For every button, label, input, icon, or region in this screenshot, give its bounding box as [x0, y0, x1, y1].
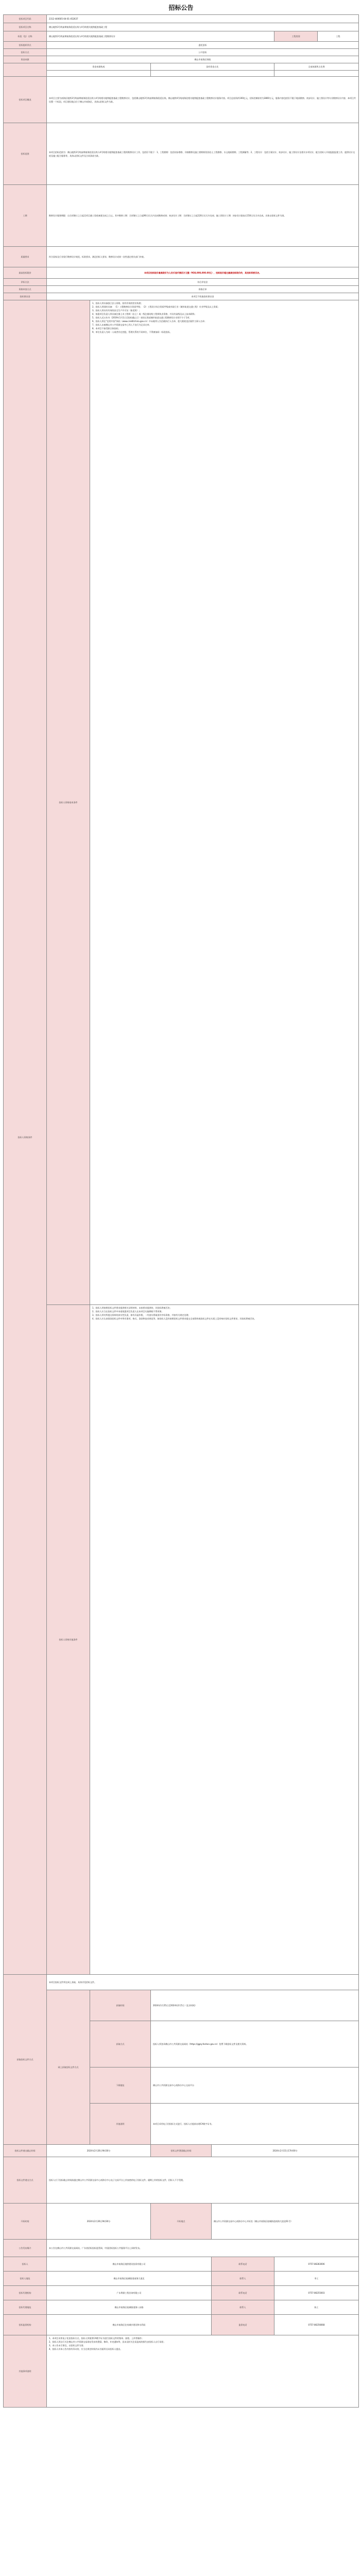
row-qual-other — [4, 1305, 359, 1975]
contact-row — [4, 2272, 359, 2286]
row-scope — [4, 123, 359, 185]
row-pre-qual — [4, 286, 359, 293]
funding-mix-col3: 全部来源所占比例 — [274, 63, 359, 71]
doc-online-label: 网上获取招标文件方式 — [47, 1990, 90, 2145]
doc-row-label-1: 获取方式 — [90, 2021, 151, 2067]
eval-method-value: 综合评估法 — [47, 279, 359, 286]
quality-label: 质量要求 — [4, 247, 47, 267]
bid-bond-value: 本项目不收取投标保证金 — [47, 293, 359, 300]
contact-phone-value: 陈工 — [274, 2300, 359, 2315]
announcement-page — [0, 1, 362, 2408]
contact-row — [4, 2300, 359, 2315]
row-qual-basic — [4, 300, 359, 1305]
clarify-value: 2024年2月15日17时00分 — [212, 2145, 359, 2157]
contact-value: 佛山市南海区桂城街道南海大道北 — [47, 2272, 212, 2286]
contact-phone-label: 监督电话 — [212, 2315, 274, 2335]
org-form-value: 委托招标 — [47, 42, 359, 49]
max-price-value: 本项目投标报价最高限价为人民币叁仟捌佰万元整（¥38,000,000.00元），投标报价超过最高投标限价的，其投标将被否决。 — [47, 267, 359, 279]
row-funding — [4, 56, 359, 63]
funding-mix-col2: 国有资金占比 — [151, 63, 274, 71]
other-label: 其他事项说明 — [4, 2335, 47, 2408]
deadline-value: 2024年2月26日9时30分 — [47, 2145, 151, 2157]
doc-notice: 本项目投标文件须在网上获取，具体详见招标文件。 — [47, 1975, 359, 1990]
contact-phone-value: 李工 — [274, 2272, 359, 2286]
qual-basic-label: 投标人资格基本条件 — [47, 300, 90, 1305]
doc-row-label-0: 获取时间 — [90, 1990, 151, 2021]
row-project-code — [4, 15, 359, 23]
pre-qual-value: 资格后审 — [47, 286, 359, 293]
other-value: 1、本项目采用电子化招投标方式，投标人须使用CA数字证书进行投标文件的签章、加密、上传等操作； 2、投标人须自行关注佛山市公共资源交易网站发布的澄清、修改、补充通知等，因未及时关注而造成的损失由投标人自行承担； 3、本公告未尽事宜，以招标文件为准； 4、投标人对本公告内容有异议的，应当在规定时间内以书面形式向招标人提出。 — [47, 2335, 359, 2408]
funding-mix-label — [4, 63, 47, 77]
project-code-label: 招标项目代码 — [4, 15, 47, 23]
duration-label: 工期 — [4, 185, 47, 247]
scope-label: 招标范围 — [4, 123, 47, 185]
project-type-label: 工程类别 — [274, 31, 318, 42]
contact-label: 招标代理地址 — [4, 2300, 47, 2315]
contact-phone-label: 联系人 — [212, 2300, 274, 2315]
row-quality — [4, 247, 359, 267]
contact-phone-label: 联系电话 — [212, 2286, 274, 2300]
announcement-table — [3, 14, 359, 2408]
row-submit — [4, 2157, 359, 2204]
section-name-value: 佛山地铁3号线前期南海段延长线与4号线相关地铁配套基础工程勘察设计 — [47, 31, 274, 42]
row-open — [4, 2204, 359, 2240]
contact-phone-value: 0757-86255003 — [274, 2286, 359, 2300]
qual-other-label: 投标人资格其他条件 — [47, 1305, 90, 1975]
doc-row-value-3: 本项目采用电子招投标方式进行，投标人应提前办理CA数字证书。 — [151, 2104, 359, 2145]
row-funding-mix — [4, 63, 359, 71]
submit-value: 投标人应于投标截止时间前通过佛山市公共资源交易中心南海分中心电子交易平台上传加密的电子投标文件。逾期上传的投标文件，招标人不予受理。 — [47, 2157, 359, 2204]
page-title: 招标公告 — [168, 4, 194, 11]
row-deadline — [4, 2145, 359, 2157]
doc-row-label-2: 下载地址 — [90, 2067, 151, 2104]
pre-qual-label: 资格审查方式 — [4, 286, 47, 293]
qual-label: 投标人资格条件 — [4, 300, 47, 1975]
funding-value: 佛山市南海区财政 — [47, 56, 359, 63]
method-label: 招标方式 — [4, 49, 47, 56]
duration-value: 勘察设计服务期限：自合同签订之日起至项目竣工验收备案完成之日止。其中勘察工期：合同签订之日起90日历天内完成勘察成果；初步设计工期：合同签订之日起120日历天内完成；施工图设计工期：初步设计批复后150日历天内完成。具体以招标文件为准。 — [47, 185, 359, 247]
row-bid-bond — [4, 293, 359, 300]
media-value: 本公告在佛山市公共资源交易网站、广东省招标投标监管网、中国招标投标公共服务平台上同时发布。 — [47, 2240, 359, 2257]
section-name-label: 标段（包）名称 — [4, 31, 47, 42]
row-eval-method — [4, 279, 359, 286]
contact-phone-label: 联系电话 — [212, 2257, 274, 2272]
open-label: 开标时间 — [4, 2204, 47, 2240]
contact-value: 佛山市南海区地铁建设投资有限公司 — [47, 2257, 212, 2272]
method-value: 公开招标 — [47, 49, 359, 56]
row-duration — [4, 185, 359, 247]
contact-phone-label: 联系人 — [212, 2272, 274, 2286]
contact-phone-value: 0757-86283006 — [274, 2257, 359, 2272]
quality-value: 符合国家及行业现行勘察设计规范、标准要求，满足招标人要求，勘察设计成果一次性通过相关部门审查。 — [47, 247, 359, 267]
contact-label: 招标人地址 — [4, 2272, 47, 2286]
max-price-label: 最高投标限价 — [4, 267, 47, 279]
contact-row — [4, 2286, 359, 2300]
project-type-value: 工程 — [318, 31, 359, 42]
row-funding-mix-values — [4, 71, 359, 77]
deadline-label: 投标文件递交截止时间 — [4, 2145, 47, 2157]
project-name-value: 佛山地铁3号线前期南海段延长线与4号线相关地铁配套基础工程 — [47, 23, 359, 31]
contact-row — [4, 2257, 359, 2272]
qual-basic-text: 1、投标人须具备独立法人资格，持有有效的营业执照； 2、投标人须同时具备：（1）工程勘察综合资质甲级；（2）工程设计综合资质甲级或市政行业（城市轨道交通工程）专业甲级及以上资质； 3、投标人须具有有效的安全生产许可证（如适用）； 4、拟派项目负责人须具备注册土木工程师（岩土）或一级注册结构工程师执业资格，并具有高级及以上技术职称； 5、投标人近五年内（2019年1月1日至投标截止日）承担过类似城市轨道交通工程勘察设计业绩不少于1项； 6、投标人须在“信用中国”网站（www.creditchina.gov.cn）中未被列入失信被执行人名单、重大税收违法案件当事人名单； 7、投标人未被佛山市公共资源交易中心列入不良行为记录名单； 8、本项目不接受联合体投标； 9、单位负责人为同一人或者存在控股、管理关系的不同单位，不得参加同一标段投标。 — [90, 300, 359, 1305]
contact-label: 招标代理机构 — [4, 2286, 47, 2300]
doc-row-value-1: 投标人须登录佛山市公共资源交易网站（https://ggzy.foshan.gov.cn）免费下载招标文件及相关资料。 — [151, 2021, 359, 2067]
row-media — [4, 2240, 359, 2257]
row-other — [4, 2335, 359, 2408]
funding-label: 资金来源 — [4, 56, 47, 63]
overview-value: 本项目主要为南海区地铁3号线前期南海段延长线与4号线相关地铁配套基础工程勘察设计，包括佛山地铁3号线前期南海段延长线、佛山地铁4号线南海段相关地铁配套基础工程勘察设计服务内容。项目总投资约100亿元，招标控制价约为3800万元，服务内容包括但不限于地质勘察、初步设计、施工图设计等专业勘察设计内容，本项目共设置一个标段。项目建设地点位于佛山市南海区，具体以招标文件为准。 — [47, 77, 359, 123]
open-value: 2024年2月26日9时30分 — [47, 2204, 151, 2240]
row-overview — [4, 77, 359, 123]
clarify-label: 招标文件澄清截止时间 — [151, 2145, 212, 2157]
contact-value: 佛山市南海区住房城乡建设和水利局 — [47, 2315, 212, 2335]
bid-bond-label: 投标保证金 — [4, 293, 47, 300]
doc-row-label-3: 其他说明 — [90, 2104, 151, 2145]
place-value: 佛山市公共资源交易中心南海分中心开标室（佛山市南海区桂城街道南海大道北61号） — [212, 2204, 359, 2240]
funding-mix-col1: 资金来源构成 — [47, 63, 151, 71]
submit-label: 投标文件递交方式 — [4, 2157, 47, 2204]
row-doc-0 — [4, 1990, 359, 2021]
eval-method-label: 评标方法 — [4, 279, 47, 286]
doc-row-value-0: 2024年1月25日至2024年2月5日（北京时间） — [151, 1990, 359, 2021]
org-form-label: 招标组织形式 — [4, 42, 47, 49]
contact-label: 招标监督机构 — [4, 2315, 47, 2335]
overview-label: 招标项目概况 — [4, 77, 47, 123]
contact-phone-value: 0757-86256668 — [274, 2315, 359, 2335]
row-section-name — [4, 31, 359, 42]
row-max-price — [4, 267, 359, 279]
contact-row — [4, 2315, 359, 2335]
contact-label: 招标人 — [4, 2257, 47, 2272]
doc-row-value-2: 佛山市公共资源交易中心南海分中心交易平台 — [151, 2067, 359, 2104]
row-doc-notice — [4, 1975, 359, 1990]
media-label: 公告发布媒介 — [4, 2240, 47, 2257]
qual-other-text: 1、投标人须按照招标文件要求提供相关证明材料，未按要求提供的，其投标将被否决； 2、投标人应当在投标文件中承诺拟派项目负责人在本项目实施期间不得更换； 3、投标人须对所提交资料的真实性负责，如有弄虚作假，一经查实将取消其中标资格，并按有关规定处理； 4、投标人应认真阅读招标文件中所有事项、格式、条款和技术规范等，如投标人没有按照招标文件要求提交全部资料或投标文件在实质上没有响应招标文件要求，其投标将被否决。 — [90, 1305, 359, 1975]
contact-value: 广东粤源工程咨询有限公司 — [47, 2286, 212, 2300]
scope-value: 本项目招标范围为：佛山地铁3号线前期南海段延长线与4号线相关地铁配套基础工程的勘察设计工作，包括但不限于：1、工程勘察：包括初步勘察、详细勘察及施工勘察阶段的岩土工程勘察、水文地质勘察、工程测量等；2、工程设计：包括方案设计、初步设计、施工图设计及相关专项设计，配合招标人开展报批报建工作，提供设计交底及施工配合服务等。具体以招标文件及合同条款为准。 — [47, 123, 359, 185]
project-name-label: 招标项目名称 — [4, 23, 47, 31]
project-code-value: 2312-440605-04-01-452637 — [47, 15, 359, 23]
row-method — [4, 49, 359, 56]
doc-label: 获取投标文件方式 — [4, 1975, 47, 2145]
place-label: 开标地点 — [151, 2204, 212, 2240]
row-project-name — [4, 23, 359, 31]
contact-value: 佛山市南海区桂城街道海八东路 — [47, 2300, 212, 2315]
row-org-form — [4, 42, 359, 49]
